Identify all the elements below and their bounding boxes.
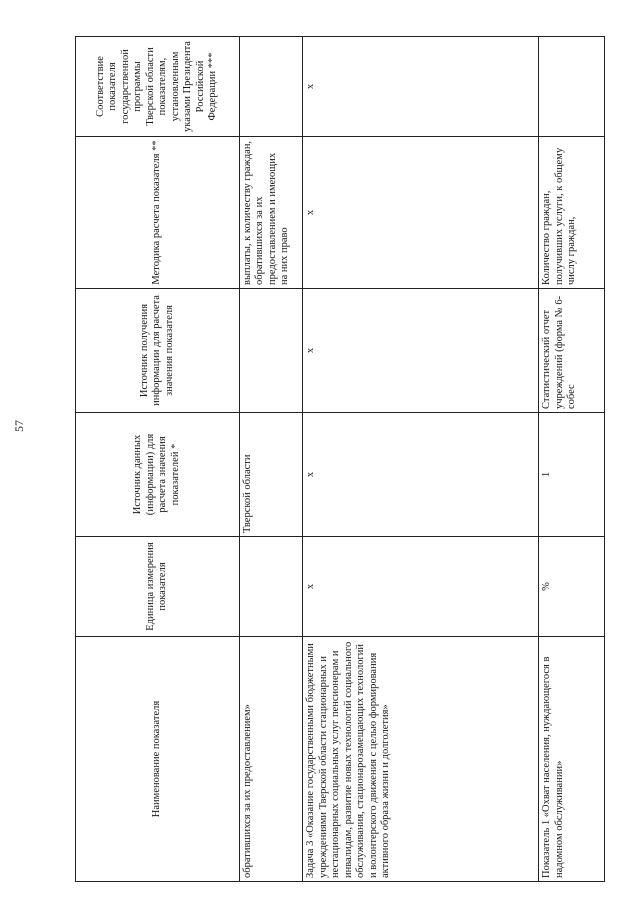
cell-method: выплаты, к количеству граждан, обратившихся за их предоставлением и имеющих на них право xyxy=(239,137,302,289)
table-row xyxy=(303,37,539,882)
header-method: Методика расчета показателя ** xyxy=(76,137,240,289)
cell-info-source: х xyxy=(303,289,539,413)
cell-name: обратившихся за их предоставлением» xyxy=(239,637,302,882)
cell-name: Показатель 1 «Охват населения, нуждающегося в надомном обслуживании» xyxy=(539,637,605,882)
cell-info-source: Статистический отчет учреждений (форма № 6-собес xyxy=(539,289,605,413)
table-row xyxy=(239,37,302,882)
indicators-table xyxy=(75,36,605,882)
cell-unit: х xyxy=(303,537,539,637)
cell-compliance xyxy=(539,37,605,137)
cell-data-source: Тверской области xyxy=(239,413,302,537)
table-row xyxy=(539,37,605,882)
cell-data-source: 1 xyxy=(539,413,605,537)
rotated-table-wrapper xyxy=(75,37,605,882)
table-header-row xyxy=(76,37,240,882)
cell-method: Количество граждан, получивших услуги, к общему числу граждан, xyxy=(539,137,605,289)
header-indicator-name: Наименование показателя xyxy=(76,637,240,882)
header-data-source: Источник данных (информации) для расчета значения показателей * xyxy=(76,413,240,537)
cell-data-source: х xyxy=(303,413,539,537)
page-number: 57 xyxy=(12,420,26,432)
cell-name: Задача 3 «Оказание государственными бюджетными учреждениями Тверской области стационарных и нестационарных социальных услуг пенсионерам и инвалидам, развитие новых технологий социального обслуживания, стационарозамещающих технологий и волонтерского движения с целью формирования активного образа жизни и долголетия» xyxy=(303,637,539,882)
cell-compliance: х xyxy=(303,37,539,137)
header-info-source: Источник получения информации для расчета значения показателя xyxy=(76,289,240,413)
cell-compliance xyxy=(239,37,302,137)
cell-info-source xyxy=(239,289,302,413)
header-unit: Единица измерения показателя xyxy=(76,537,240,637)
cell-unit: % xyxy=(539,537,605,637)
header-compliance: Соответствие показателя государственной программы Тверской области показателям, установленным указами Президента Российской Федерации *** xyxy=(76,37,240,137)
cell-unit xyxy=(239,537,302,637)
cell-method: х xyxy=(303,137,539,289)
